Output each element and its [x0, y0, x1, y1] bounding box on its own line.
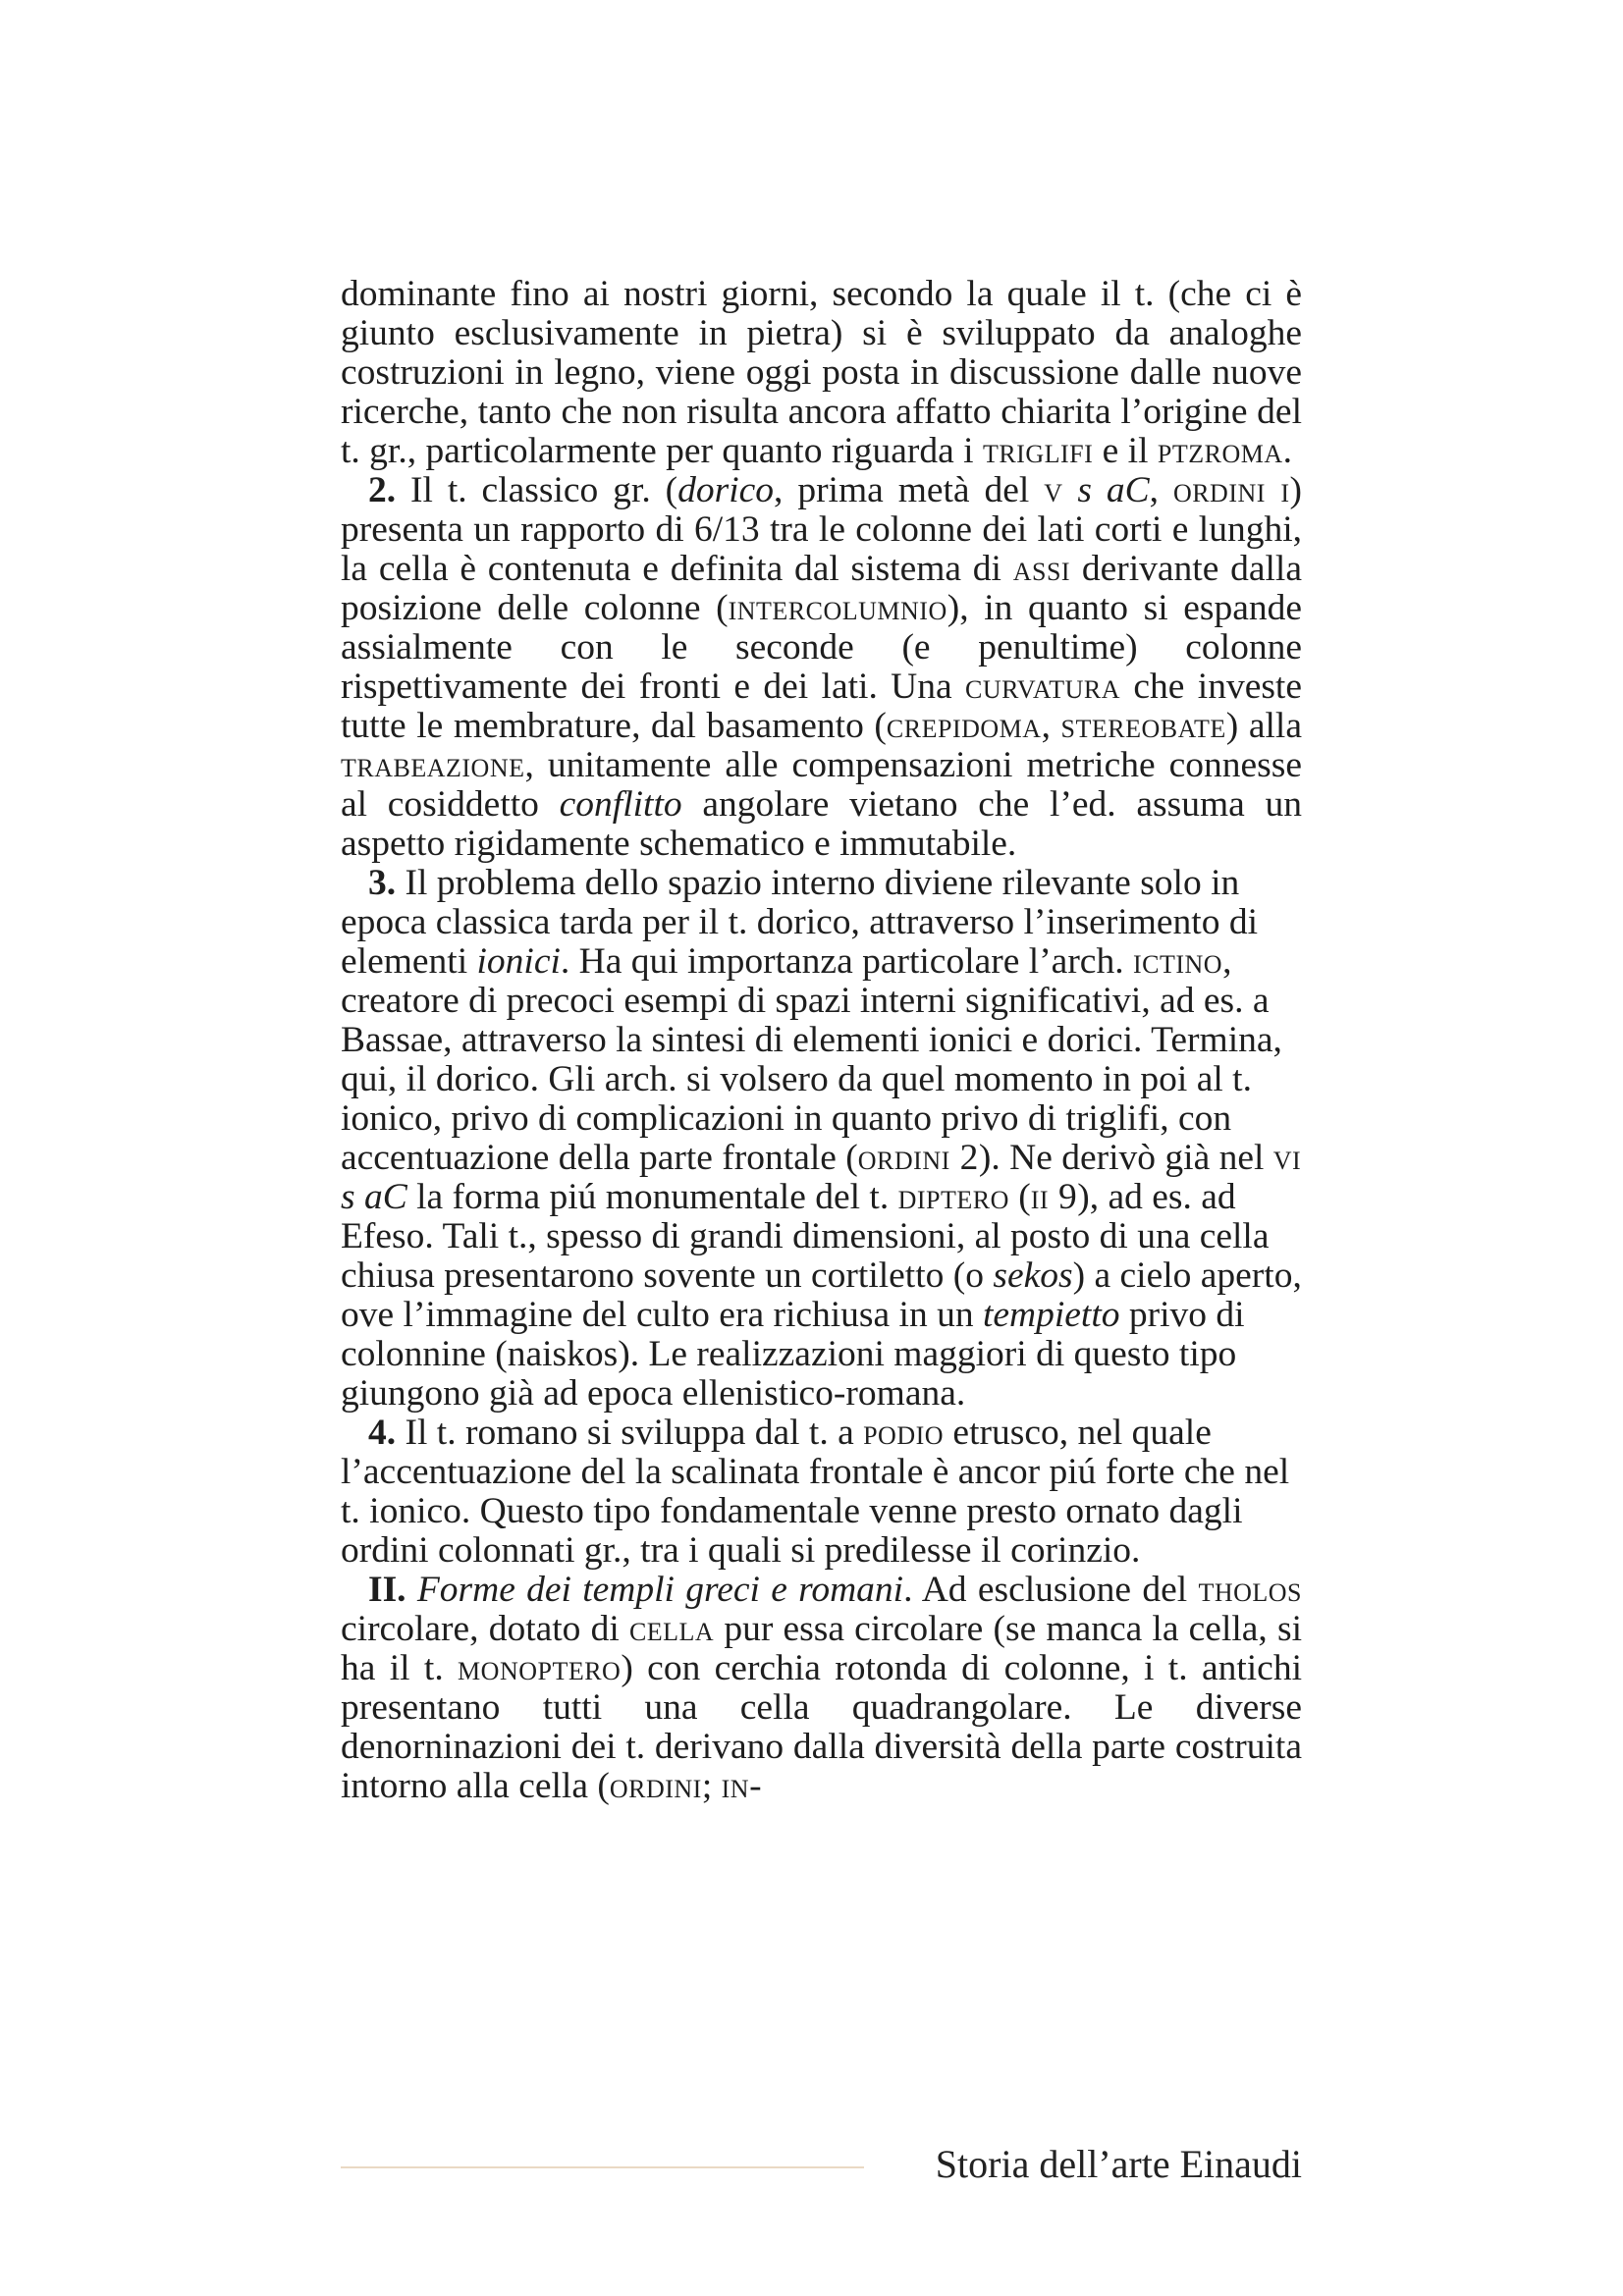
text-run: ), in quanto si espande assialmente con le seconde (e penultime) colonne rispettivamente dei fronti e dei lati. Una [341, 588, 1302, 707]
text-run: , unitamente alle compensazioni metriche connesse al cosiddetto [341, 745, 1302, 825]
footer-rule [341, 2166, 864, 2168]
cross-reference: ictino [1132, 941, 1223, 982]
cross-reference: curvatura [965, 667, 1121, 707]
text-run [1062, 470, 1077, 510]
section-number: 2. [368, 470, 397, 510]
cross-reference: in- [721, 1766, 763, 1806]
cross-reference: diptero [897, 1177, 1009, 1217]
text-run: ) con cerchia rotonda di colonne, i t. antichi presentano tutti una cella quadrangolare. Le diverse denorninazioni dei t. derivano dalla diversità della parte costruita intorno alla cella ( [341, 1648, 1302, 1806]
page-footer [341, 2140, 1302, 2189]
text-run: . Ad esclusione del [903, 1570, 1199, 1610]
text-run: Il t. romano si sviluppa dal t. a [396, 1413, 864, 1453]
text-run: ) alla [1225, 706, 1302, 746]
text-run: Il problema dello spazio interno diviene rilevante solo in epoca classica tarda per il t. dorico, attraverso l’inserimento di elementi [341, 863, 1259, 982]
paragraph-section-4 [341, 1414, 1302, 1571]
cross-reference: ptzroma [1157, 431, 1283, 471]
cross-reference: crepidoma [886, 706, 1042, 746]
italic-term: conflitto [559, 784, 682, 825]
cross-reference: tholos [1198, 1570, 1302, 1610]
cross-reference: ii 9 [1030, 1177, 1078, 1217]
section-number: II. [368, 1570, 406, 1610]
century-numeral: v [1044, 470, 1063, 510]
text-run: circolare, dotato di [341, 1609, 629, 1649]
section-number: 4. [368, 1413, 397, 1453]
section-number: 3. [368, 863, 397, 903]
cross-reference: stereobate [1060, 706, 1226, 746]
cross-reference: ordini 2 [857, 1138, 979, 1178]
text-run: Il t. classico gr. ( [396, 470, 678, 510]
text-run: derivante dalla posizione delle colonne ( [341, 549, 1302, 628]
italic-term: dorico [677, 470, 775, 510]
italic-term: s aC [1077, 470, 1150, 510]
text-run: la forma piú monumentale del t. [406, 1177, 898, 1217]
text-run: , creatore di precoci esempi di spazi interni significativi, ad es. a Bassae, attraverso la sintesi di elementi ionici e dorici. Termina, qui, il dorico. Gli arch. si volsero da quel momento in poi al t. ionico, privo di complicazioni in quanto privo di triglifi, con accentuazione della parte frontale ( [341, 941, 1282, 1178]
text-run: ) a cielo aperto, ove l’immagine del culto era richiusa in un [341, 1255, 1302, 1335]
text-run: , [1041, 706, 1061, 746]
cross-reference: intercolumnio [728, 588, 947, 628]
text-run: pur essa circolare (se manca la cella, si ha il t. [341, 1609, 1302, 1688]
cross-reference: trabeazione [341, 745, 525, 785]
italic-term: ionici [476, 941, 561, 982]
text-run: etrusco, nel quale l’accentuazione del la scalinata frontale è ancor piú forte che nel t. ionico. Questo tipo fondamentale venne presto ornato dagli ordini colonnati gr., tra i quali si predilesse il corinzio. [341, 1413, 1290, 1571]
italic-term: s aC [341, 1177, 407, 1217]
text-run: ), ad es. ad Efeso. Tali t., spesso di grandi dimensioni, al posto di una cella chiusa presentarono sovente un cortiletto (o [341, 1177, 1270, 1296]
text-run: angolare vietano che l’ed. assuma un aspetto rigidamente schematico e immutabile. [341, 784, 1303, 864]
cross-reference: ordini i [1172, 470, 1290, 510]
text-run: ( [1008, 1177, 1031, 1217]
paragraph-section-3 [341, 864, 1302, 1414]
cross-reference: podio [863, 1413, 945, 1453]
italic-term: tempietto [982, 1295, 1120, 1335]
text-run: . [1282, 431, 1292, 471]
cross-reference: cella [628, 1609, 715, 1649]
paragraph-section-2 [341, 471, 1302, 864]
cross-reference: assi [1012, 549, 1071, 589]
italic-term: sekos [993, 1255, 1073, 1296]
text-run [406, 1570, 417, 1610]
cross-reference: triglifi [982, 431, 1094, 471]
text-run: , prima metà del [774, 470, 1045, 510]
century-numeral: vi [1272, 1138, 1302, 1178]
section-heading: Forme dei templi greci e romani [416, 1570, 904, 1610]
text-run: dominante fino ai nostri giorni, secondo la quale il t. (che ci è giunto esclusivamente in pietra) si è sviluppato da analoghe costruzioni in legno, viene oggi posta in discussione dalle nuove ricerche, tanto che non risulta ancora affatto chiarita l’origine del t. gr., particolarmente per quanto riguarda i [341, 274, 1302, 471]
paragraph-section-II [341, 1571, 1302, 1806]
text-run: e il [1093, 431, 1158, 471]
cross-reference: ordini [609, 1766, 702, 1806]
page-body [341, 275, 1302, 1806]
text-run: ). Ne derivò già nel [978, 1138, 1273, 1178]
text-run: . Ha qui importanza particolare l’arch. [560, 941, 1133, 982]
footer-publication-title: Storia dell’arte Einaudi [935, 2142, 1302, 2186]
text-run: ) presenta un rapporto di 6/13 tra le colonne dei lati corti e lunghi, la cella è contenuta e definita dal sistema di [341, 470, 1302, 589]
text-run: che investe tutte le membrature, dal basamento ( [341, 667, 1302, 746]
text-run: , [1149, 470, 1173, 510]
text-run: privo di colonnine (naiskos). Le realizzazioni maggiori di questo tipo giungono già ad epoca ellenistico-romana. [341, 1295, 1245, 1414]
text-run: ; [701, 1766, 722, 1806]
cross-reference: monoptero [458, 1648, 622, 1688]
paragraph-continuation [341, 275, 1302, 471]
